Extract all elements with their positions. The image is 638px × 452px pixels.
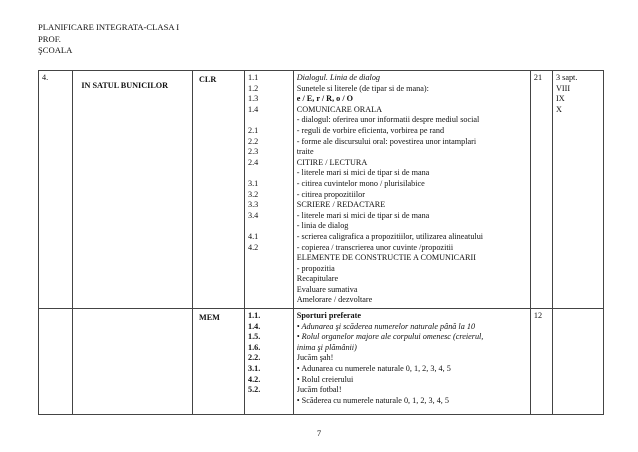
content-line: - propozitia — [296, 263, 335, 273]
content-line: - copierea / transcrierea unor cuvinte /propozitii — [296, 242, 454, 252]
competence-code: 3.3 — [248, 200, 259, 210]
content-line: - citirea propozitiilor — [296, 189, 365, 199]
observation-line: VIII — [556, 83, 571, 93]
content-cell — [293, 309, 530, 415]
competence-code: 1.4. — [248, 321, 261, 331]
competence-code: 3.1. — [248, 364, 261, 374]
table-row — [39, 71, 604, 309]
content-line: - scrierea caligrafica a propozitiilor, utilizarea alineatului — [296, 231, 484, 241]
unit-title — [73, 309, 193, 415]
row-number — [39, 309, 73, 415]
content-line: Recapitulare — [296, 274, 339, 284]
header-teacher: PROF. — [38, 33, 61, 44]
hours-cell: 21 — [530, 71, 552, 309]
document-header — [38, 22, 179, 57]
observations-cell — [553, 309, 604, 415]
observation-line: 3 sapt. — [556, 73, 578, 82]
content-line: • Rolul creierului — [296, 374, 354, 384]
subject-area: CLR — [192, 71, 244, 309]
content-line: e / E, r / R, o / O — [296, 94, 354, 104]
competence-code: 3.4 — [248, 210, 259, 220]
content-line: • Adunarea şi scăderea numerelor naturale până la 10 — [296, 321, 476, 331]
content-line: - forme ale discursului oral: povestirea unor intamplari — [296, 136, 477, 146]
content-line: - linia de dialog — [296, 221, 349, 231]
competence-code: 5.2. — [248, 385, 261, 395]
competence-code: 2.4 — [248, 157, 259, 167]
spacer — [248, 221, 290, 232]
content-line: - dialogul: oferirea unor informatii despre mediul social — [296, 115, 480, 125]
header-title: PLANIFICARE INTEGRATA-CLASA I — [38, 22, 180, 32]
content-line: • Scăderea cu numerele naturale 0, 1, 2, 3, 4, 5 — [296, 395, 449, 405]
hours-cell: 12 — [530, 309, 552, 415]
competences-cell — [245, 309, 294, 415]
competence-code: 2.2 — [248, 136, 259, 146]
unit-title: IN SATUL BUNICILOR — [73, 71, 193, 309]
content-line: traite — [296, 147, 314, 157]
observation-line: X — [556, 104, 562, 114]
content-line: Jucăm şah! — [296, 353, 334, 363]
competence-code: 2.2. — [248, 353, 261, 363]
competence-code: 1.2 — [248, 83, 259, 93]
competence-code: 1.6. — [248, 342, 261, 352]
content-line: • Rolul organelor majore ale corpului omenesc (creierul, — [296, 332, 484, 342]
header-school: ŞCOALA — [38, 45, 73, 55]
competence-code: 1.4 — [248, 104, 259, 114]
competence-code: 4.2 — [248, 242, 259, 252]
competence-code: 1.1. — [248, 311, 261, 321]
content-line: - literele mari si mici de tipar si de mana — [296, 168, 430, 178]
content-line: Amelorare / dezvoltare — [296, 295, 373, 305]
content-cell — [293, 71, 530, 309]
content-line: • Adunarea cu numerele naturale 0, 1, 2, 3, 4, 5 — [296, 364, 451, 374]
competence-code: 2.1 — [248, 125, 259, 135]
content-line: Dialogul. Linia de dialog — [296, 73, 381, 82]
content-line: SCRIERE / REDACTARE — [296, 200, 386, 210]
content-line: COMUNICARE ORALA — [296, 104, 383, 114]
row-number: 4. — [39, 71, 73, 309]
content-line: Evaluare sumativa — [296, 284, 358, 294]
content-line: CITIRE / LECTURA — [296, 157, 368, 167]
content-line: - reguli de vorbire eficienta, vorbirea pe rand — [296, 125, 445, 135]
competence-code: 3.1 — [248, 178, 259, 188]
content-line: - citirea cuvintelor mono / plurisilabice — [296, 178, 425, 188]
competence-code: 1.3 — [248, 94, 259, 104]
spacer — [248, 115, 290, 126]
competence-code: 4.1 — [248, 231, 259, 241]
competence-code: 4.2. — [248, 374, 261, 384]
content-line: Jucăm fotbal! — [296, 385, 342, 395]
spacer — [248, 168, 290, 179]
competence-code: 1.5. — [248, 332, 261, 342]
content-line: Sunetele si literele (de tipar si de mana): — [296, 83, 429, 93]
content-line: inima şi plămânii) — [296, 342, 357, 352]
table-row — [39, 309, 604, 415]
subject-area: MEM — [192, 309, 244, 415]
competence-code: 2.3 — [248, 147, 259, 157]
competences-cell — [245, 71, 294, 309]
competence-code: 1.1 — [248, 73, 259, 82]
content-line: ELEMENTE DE CONSTRUCTIE A COMUNICARII — [296, 253, 476, 263]
page-number: 7 — [316, 428, 322, 438]
planning-table — [38, 70, 604, 415]
content-line: - literele mari si mici de tipar si de mana — [296, 210, 430, 220]
observations-cell — [553, 71, 604, 309]
observation-line: IX — [556, 94, 565, 104]
content-line: Sporturi preferate — [296, 311, 361, 321]
competence-code: 3.2 — [248, 189, 259, 199]
